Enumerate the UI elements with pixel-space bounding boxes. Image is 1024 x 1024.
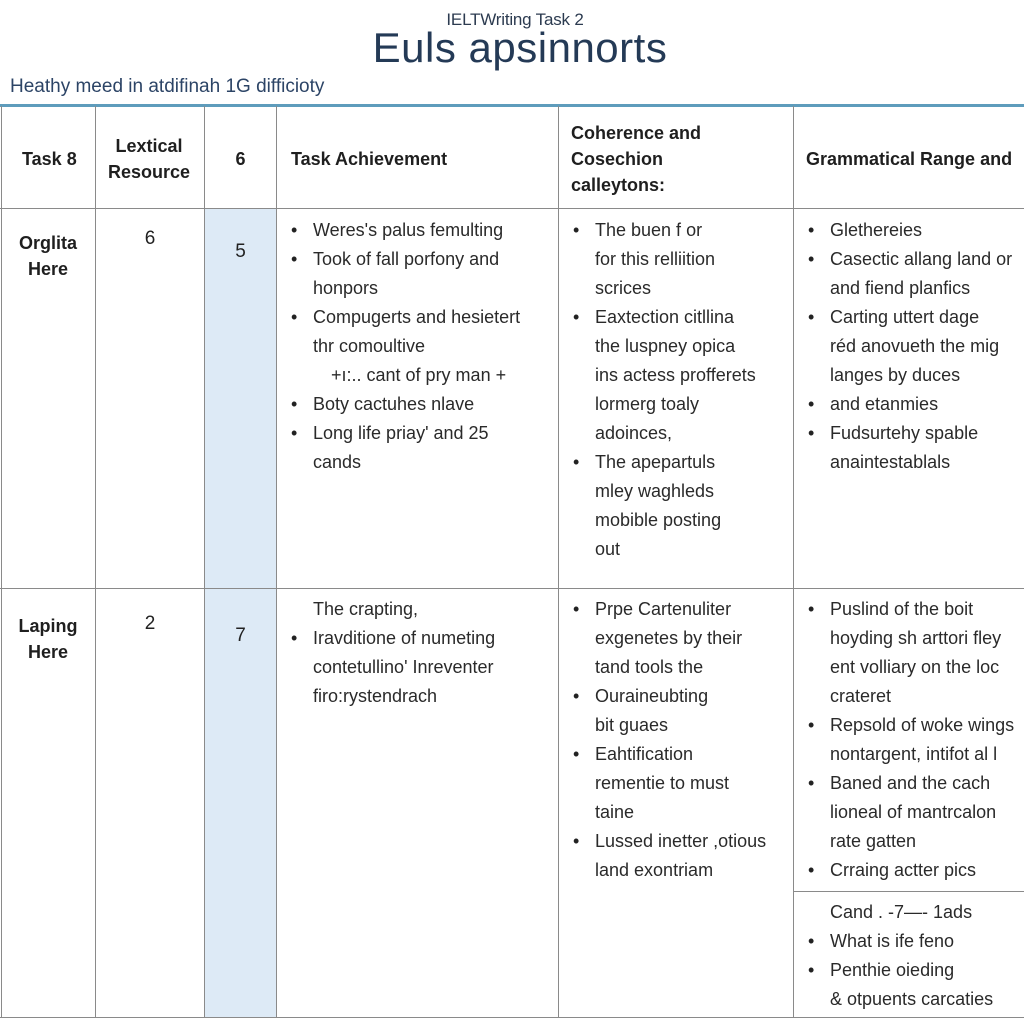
list-item: • Crraing actter pics xyxy=(800,856,1024,885)
grammar-extra-list xyxy=(800,898,1024,1014)
list-item: réd anovueth the mig xyxy=(830,336,1000,356)
list-item: lormerg toaly xyxy=(595,394,700,414)
list-item: langes by duces xyxy=(830,365,961,385)
list-item: bit guaes xyxy=(595,715,669,735)
list-item: • Casectic allang land or xyxy=(800,245,1024,274)
page-title: Euls apsinnorts xyxy=(372,24,668,71)
list-item: mobible posting xyxy=(595,510,722,530)
list-item: • The buen f or xyxy=(565,216,793,245)
grammar-list xyxy=(800,216,1024,477)
list-item: cands xyxy=(313,452,362,472)
rubric-table xyxy=(0,106,1024,1024)
list-item: firo:rystendrach xyxy=(313,686,438,706)
list-item: thr comoultive xyxy=(313,336,426,356)
list-item: • and etanmies xyxy=(800,390,1024,419)
list-item: • Ouraineubting xyxy=(565,682,793,711)
list-item: • Weres's palus femulting xyxy=(283,216,555,245)
list-item: rate gatten xyxy=(830,831,917,851)
list-item: exgenetes by their xyxy=(595,628,743,648)
list-item: crateret xyxy=(830,686,892,706)
table-divider xyxy=(1,106,2,1018)
list-item: • Lussed inetter ,otious xyxy=(565,827,793,856)
list-item: • The apepartuls xyxy=(565,448,793,477)
list-item: The crapting, xyxy=(313,599,419,619)
list-item: nontargent, intifot al l xyxy=(830,744,998,764)
page-subtitle: Heathy meed in atdifinah 1G difficioty xyxy=(10,76,325,97)
row-score-band: 5 xyxy=(235,241,246,262)
row-score-lexical: 2 xyxy=(144,613,156,634)
coherence-list xyxy=(565,595,793,885)
col-header-task: Task 8 xyxy=(22,149,77,169)
list-item: out xyxy=(595,539,621,559)
list-item: +ı:.. cant of pry man + xyxy=(331,365,507,385)
list-item: rementie to must xyxy=(595,773,730,793)
list-item: contetullino' Inreventer xyxy=(313,657,494,677)
col-header-lexical: Lextical Resource xyxy=(107,136,191,182)
row-score-lexical: 6 xyxy=(144,228,156,249)
task-achievement-list xyxy=(283,216,555,477)
list-item: • Glethereies xyxy=(800,216,1024,245)
table-divider xyxy=(793,106,794,1018)
table-divider xyxy=(558,106,559,1018)
list-item: adoinces, xyxy=(595,423,673,443)
col-header-score: 6 xyxy=(235,149,246,169)
list-item: • Compugerts and hesietert xyxy=(283,303,555,332)
table-divider xyxy=(0,588,1024,589)
task-achievement-list xyxy=(283,595,555,711)
list-item: hoyding sh arttori fley xyxy=(830,628,1002,648)
list-item: • Repsold of woke wings xyxy=(800,711,1024,740)
list-item: the luspney opica xyxy=(595,336,736,356)
list-item: • Eahtification xyxy=(565,740,793,769)
list-item: • Baned and the cach xyxy=(800,769,1024,798)
list-item: • Penthie oieding xyxy=(800,956,1024,985)
header-kicker: IELTWriting Task 2 xyxy=(446,10,584,29)
list-item: ins actess profferets xyxy=(595,365,756,385)
list-item: • Fudsurtehy spable xyxy=(800,419,1024,448)
grammar-list xyxy=(800,595,1024,885)
score-column-shade xyxy=(205,208,276,1018)
list-item: lioneal of mantrcalon xyxy=(830,802,997,822)
list-item: & otpuents carcaties xyxy=(830,989,994,1009)
list-item: tand tools the xyxy=(595,657,704,677)
list-item: honpors xyxy=(313,278,379,298)
col-header-task-achievement: Task Achievement xyxy=(291,149,448,169)
col-header-coherence: Coherence and Cosechion calleytons: xyxy=(571,123,702,195)
row-label: Laping Here xyxy=(18,616,78,662)
table-divider xyxy=(793,891,1024,892)
list-item: Cand . -7—- 1ads xyxy=(830,902,973,922)
list-item: • Iravditione of numeting xyxy=(283,624,555,653)
table-divider xyxy=(0,208,1024,209)
row-score-band: 7 xyxy=(235,625,246,646)
list-item: • Long life priay' and 25 xyxy=(283,419,555,448)
list-item: mley waghleds xyxy=(595,481,715,501)
list-item: • Took of fall porfony and xyxy=(283,245,555,274)
list-item: and fiend planfics xyxy=(830,278,971,298)
list-item: • Boty cactuhes nlave xyxy=(283,390,555,419)
list-item: • What is ife feno xyxy=(800,927,1024,956)
list-item: for this relliition xyxy=(595,249,716,269)
list-item: • Prpe Cartenuliter xyxy=(565,595,793,624)
coherence-list xyxy=(565,216,793,564)
list-item: taine xyxy=(595,802,635,822)
table-divider xyxy=(0,1017,1024,1018)
col-header-grammar: Grammatical Range and xyxy=(806,149,1013,169)
list-item: land exontriam xyxy=(595,860,714,880)
list-item: • Puslind of the boit xyxy=(800,595,1024,624)
list-item: scrices xyxy=(595,278,652,298)
list-item: anaintestablals xyxy=(830,452,951,472)
row-label: Orglita Here xyxy=(18,233,77,279)
list-item: ent volliary on the loc xyxy=(830,657,1000,677)
list-item: • Carting uttert dage xyxy=(800,303,1024,332)
list-item: • Eaxtection citllina xyxy=(565,303,793,332)
table-divider xyxy=(276,106,277,1018)
